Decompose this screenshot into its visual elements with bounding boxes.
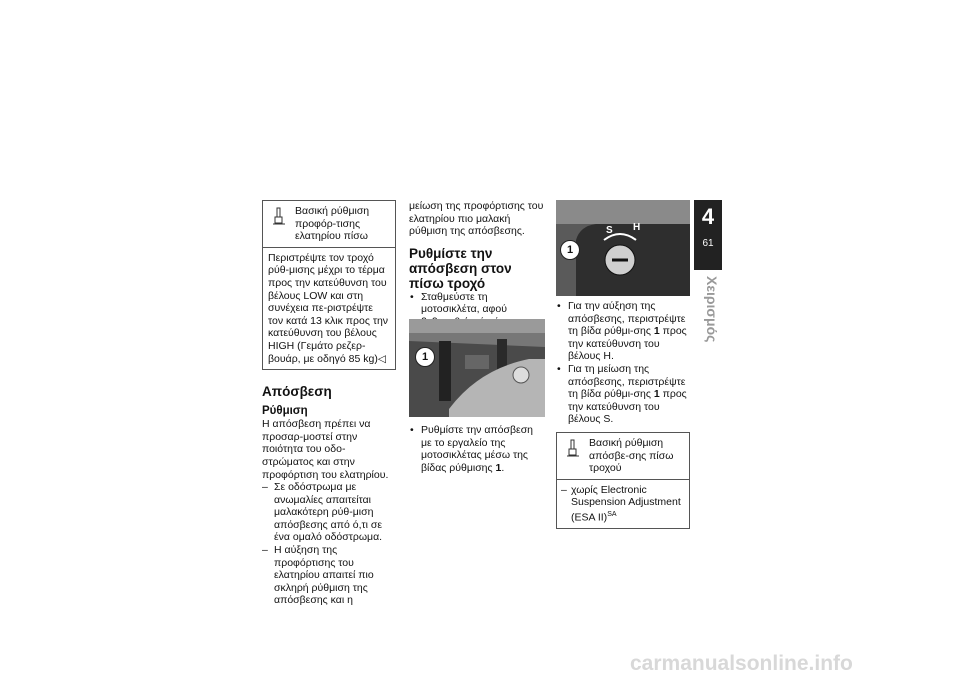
tool-icon — [271, 207, 287, 225]
spec-box-text: Περιστρέψτε τον τροχό ρύθ-μισης μέχρι το τέρμα προς την κατεύθυνση του βέλους LOW και στη συνέχεια πε-ριστρέψτε τον κατά 13 κλικ προς την κατεύθυνση του βέλους HIGH (Γεμάτο ρεζερ-βουάρ, με οδηγό 85 kg)◁ — [268, 251, 389, 365]
spec-box-spring-preload — [262, 200, 396, 370]
list-item: • Ρυθμίστε την απόσβεση με το εργαλείο της μοτοσικλέτας μέσω της βίδας ρύθμισης 1. — [409, 424, 545, 474]
column-1 — [262, 200, 396, 607]
chapter-tab — [694, 200, 722, 270]
watermark: carmanualsonline.info — [630, 652, 853, 675]
spec-box-text: – χωρίς Electronic Suspension Adjustment (ESA II)$^{SA}$ — [561, 483, 681, 524]
list-item: – Η αύξηση της προφόρτισης του ελατηρίου απαιτεί πιο σκληρή ρύθμιση της απόσβεσης και η — [262, 544, 396, 607]
spec-box-header — [263, 201, 395, 248]
list-item: • Για τη μείωση της απόσβεσης, περιστρέψτε τη βίδα ρύθμι-σης 1 προς την κατεύθυνση του βέλους S. — [556, 363, 690, 426]
intro-paragraph: Η απόσβεση πρέπει να προσαρ-μοστεί στην ποιότητα του οδο-στρώματος και στην προφόρτιση του ελατηρίου. — [262, 418, 389, 481]
dash-list — [262, 481, 396, 607]
list-item: – Σε οδόστρωμα με ανωμαλίες απαιτείται μαλακότερη ρύθ-μιση απόσβεσης από ό,τι σε ένα ομαλό οδόστρωμα. — [262, 481, 396, 544]
chapter-number: 4 — [701, 204, 715, 229]
spec-box-header — [557, 433, 689, 480]
spec-box-damping — [556, 432, 690, 529]
subsection-heading: Ρύθμιση — [262, 405, 308, 418]
chapter-label: Χειρισμός — [704, 276, 720, 343]
bullet-list — [556, 300, 690, 426]
column-3 — [556, 300, 690, 529]
spec-box-title: Βασική ρύθμιση προφόρ-τισης ελατηρίου πίσω — [295, 205, 370, 243]
arrow-label-s: S — [606, 225, 613, 236]
page-number: 61 — [702, 238, 714, 249]
spec-box-title: Βασική ρύθμιση απόσβε-σης πίσω τροχού — [589, 436, 674, 475]
list-item: • Για την αύξηση της απόσβεσης, περιστρέψτε τη βίδα ρύθμι-σης 1 προς την κατεύθυνση του βέλους H. — [556, 300, 690, 363]
photo-adjuster-dial — [556, 200, 690, 296]
callout-badge: 1 — [560, 240, 580, 260]
bullet-list — [409, 424, 545, 474]
column-2-lower — [409, 424, 545, 474]
list-item: • Σταθμεύστε τη μοτοσικλέτα, αφού — [409, 291, 545, 354]
arrow-label-h: H — [633, 222, 641, 233]
continued-paragraph: μείωση της προφόρτισης του ελατηρίου πιο μαλακή ρύθμιση της απόσβεσης. — [409, 200, 544, 238]
section-heading: Απόσβεση — [262, 384, 332, 400]
section-heading: Ρυθμίστε την απόσβεση στον πίσω τροχό — [409, 245, 512, 291]
callout-badge: 1 — [415, 347, 435, 367]
photo-illustration — [409, 319, 545, 417]
tool-icon — [565, 439, 581, 457]
photo-rear-damper-adjuster — [409, 319, 545, 417]
